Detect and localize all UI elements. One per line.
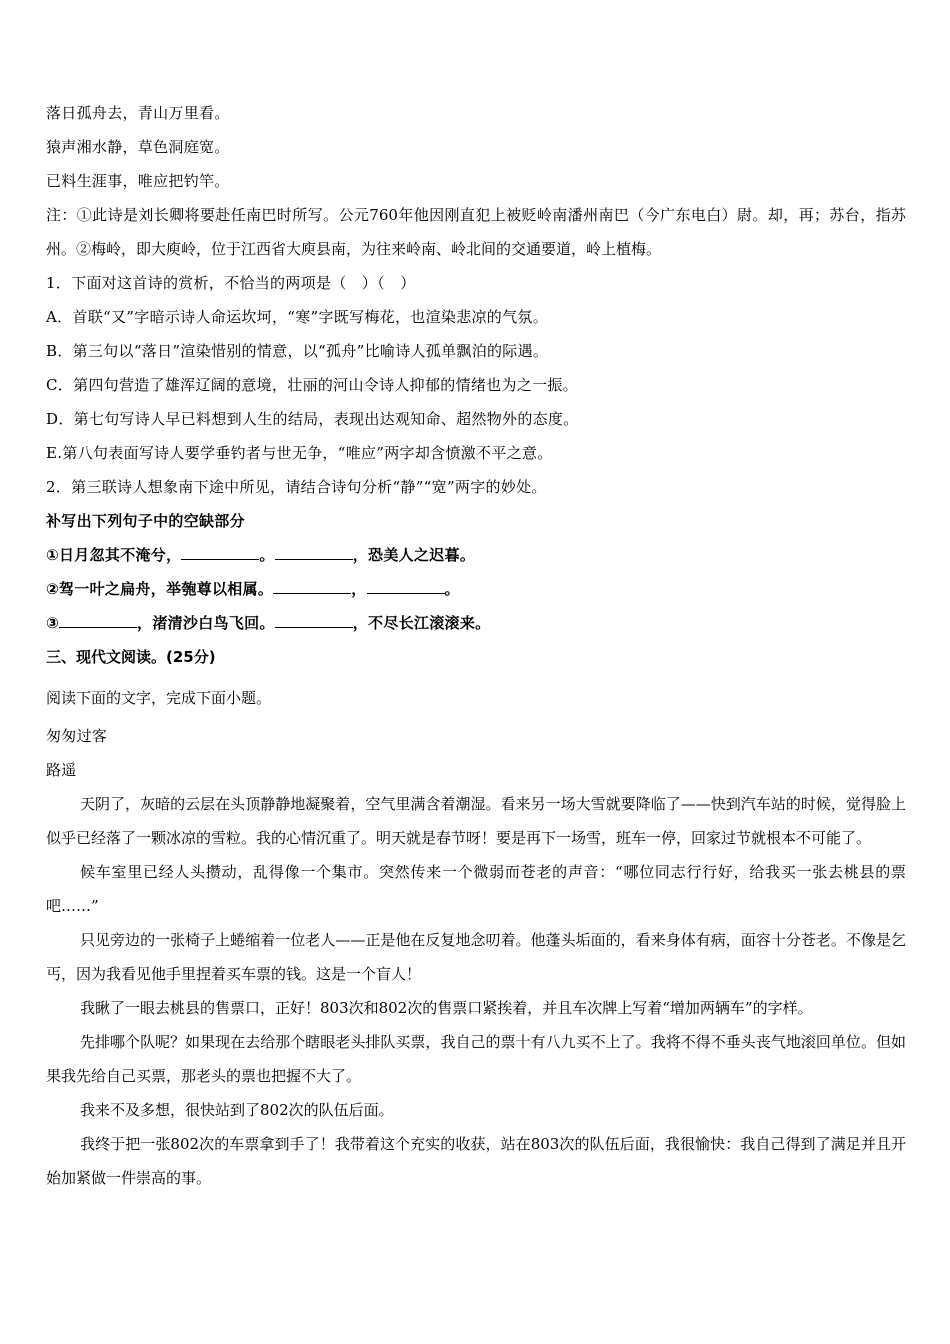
fill-3-text-b: ，渚清沙白鸟飞回。 (137, 614, 275, 632)
fill-3-text-c: ，不尽长江滚滚来。 (352, 614, 491, 632)
option-e: E.第八句表面写诗人要学垂钓者与世无争，“唯应”两字却含愤激不平之意。 (46, 444, 553, 462)
fill-blank[interactable] (181, 543, 259, 560)
article-paragraph: 先排哪个队呢？如果现在去给那个瞎眼老头排队买票，我自己的票十有八九买不上了。我将不得不垂头丧气地滚回单位。但如果我先给自己买票，那老头的票也把握不大了。 (46, 1033, 906, 1085)
article-title: 匆匆过客 (46, 727, 108, 745)
document-page (46, 96, 906, 1195)
fill-blank[interactable] (275, 611, 353, 628)
article-paragraph: 候车室里已经人头攒动，乱得像一个集市。突然传来一个微弱而苍老的声音：“哪位同志行行好，给我买一张去桃县的票吧……” (46, 863, 906, 915)
fill-sentence-2 (46, 572, 906, 606)
poem-line-2: 猿声湘水静，草色洞庭宽。 (46, 138, 230, 156)
option-c: C．第四句营造了雄浑辽阔的意境，壮丽的河山令诗人抑郁的情绪也为之一振。 (46, 376, 578, 394)
fill-1-text-c: ，恐美人之迟暮。 (352, 546, 476, 564)
section-3-heading: 三、现代文阅读。(25分) (46, 648, 216, 666)
article-paragraph: 天阴了，灰暗的云层在头顶静静地凝聚着，空气里满含着潮湿。看来另一场大雪就要降临了——快到汽车站的时候，觉得脸上似乎已经落了一颗冰凉的雪粒。我的心情沉重了。明天就是春节呀！要是再下一场雪，班车一停，回家过节就根本不可能了。 (46, 795, 906, 847)
poem-line-3: 已料生涯事，唯应把钓竿。 (46, 172, 230, 190)
fill-blank[interactable] (275, 543, 353, 560)
article-paragraph: 只见旁边的一张椅子上蜷缩着一位老人——正是他在反复地念叨着。他蓬头垢面的，看来身体有病，面容十分苍老。不像是乞丐，因为我看见他手里捏着买车票的钱。这是一个盲人！ (46, 931, 906, 983)
fill-sentence-3 (46, 606, 906, 640)
article-paragraph: 我来不及多想，很快站到了802次的队伍后面。 (80, 1101, 394, 1119)
fill-1-text-b: 。 (259, 546, 275, 564)
article-paragraph: 我瞅了一眼去桃县的售票口，正好！803次和802次的售票口紧挨着，并且车次牌上写着“增加两辆车”的字样。 (80, 999, 813, 1017)
option-d: D．第七句写诗人早已料想到人生的结局，表现出达观知命、超然物外的态度。 (46, 410, 579, 428)
fill-sentence-1 (46, 538, 906, 572)
fill-blank[interactable] (273, 577, 351, 594)
question-1-stem: 1．下面对这首诗的赏析，不恰当的两项是（ ）（ ） (46, 274, 416, 292)
section-3-instruction: 阅读下面的文字，完成下面小题。 (46, 689, 272, 707)
fill-title: 补写出下列句子中的空缺部分 (46, 512, 245, 530)
fill-2-text-b: ， (351, 580, 367, 598)
fill-blank[interactable] (367, 577, 445, 594)
poem-note: 注：①此诗是刘长卿将要赴任南巴时所写。公元760年他因刚直犯上被贬岭南潘州南巴（今广东电白）尉。却，再；苏台，指苏州。②梅岭，即大庾岭，位于江西省大庾县南，为往来岭南、岭北间的交通要道，岭上植梅。 (46, 206, 906, 258)
article-author: 路遥 (46, 761, 77, 779)
fill-2-text-c: 。 (444, 580, 460, 598)
option-a: A．首联“又”字暗示诗人命运坎坷，“寒”字既写梅花，也渲染悲凉的气氛。 (46, 308, 549, 326)
question-2: 2．第三联诗人想象南下途中所见，请结合诗句分析“静”“宽”两字的妙处。 (46, 478, 547, 496)
fill-1-text-a: ①日月忽其不淹兮， (46, 546, 182, 564)
article-paragraph: 我终于把一张802次的车票拿到手了！我带着这个充实的收获，站在803次的队伍后面，我很愉快：我自己得到了满足并且开始加紧做一件崇高的事。 (46, 1135, 906, 1187)
poem-line-1: 落日孤舟去，青山万里看。 (46, 104, 230, 122)
option-b: B．第三句以“落日”渲染惜别的情意，以“孤舟”比喻诗人孤单飘泊的际遇。 (46, 342, 549, 360)
fill-2-text-a: ②驾一叶之扁舟，举匏尊以相属。 (46, 580, 274, 598)
fill-blank[interactable] (59, 611, 137, 628)
fill-3-text-a: ③ (46, 614, 60, 632)
